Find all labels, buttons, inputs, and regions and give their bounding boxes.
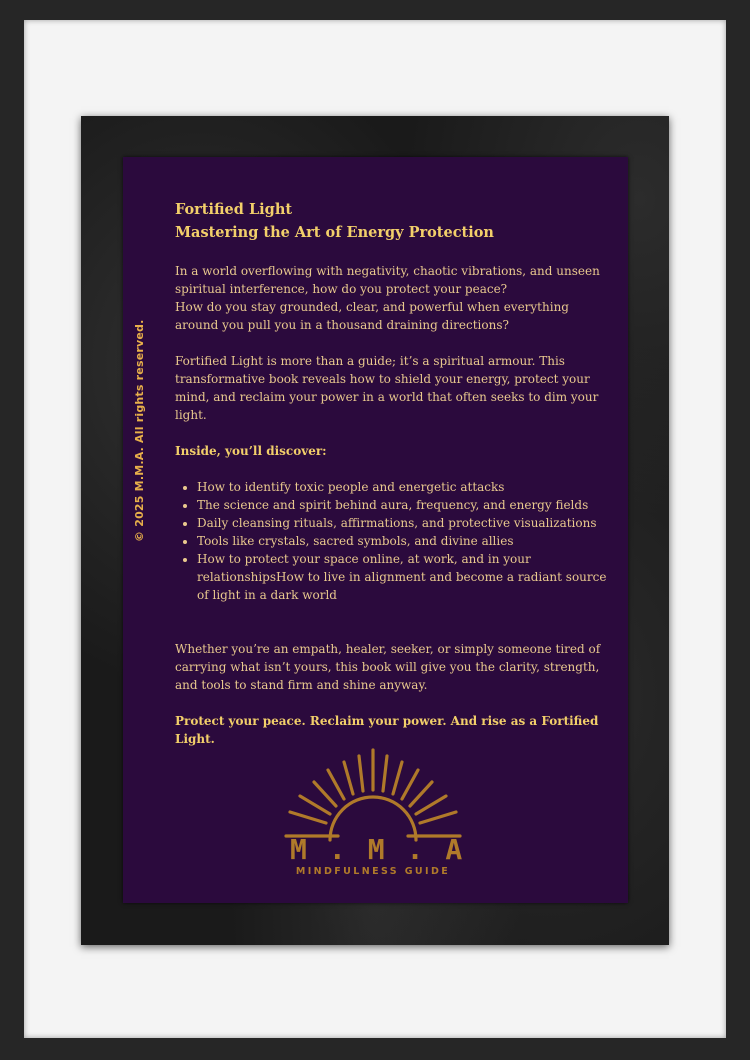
list-item: • The science and spirit behind aura, frequency, and energy fields [197, 496, 615, 514]
feature-list [175, 478, 615, 604]
list-item: • Tools like crystals, sacred symbols, and divine allies [197, 532, 615, 550]
cover-content [175, 198, 615, 766]
closing-paragraph: Whether you’re an empath, healer, seeker, or simply someone tired of carrying what isn’t yours, this book will give you the clarity, strength, and tools to stand firm and shine anyway. [175, 642, 601, 692]
discover-heading: Inside, you’ll discover: [175, 444, 327, 458]
logo-mark-text: M.M.A [290, 833, 485, 866]
intro-question-1: In a world overflowing with negativity, chaotic vibrations, and unseen spiritual interference, how do you protect your peace? [175, 264, 600, 296]
logo-subtitle: MINDFULNESS GUIDE [295, 866, 451, 877]
title-line-1: Fortified Light [175, 201, 293, 218]
intro-question-2: How do you stay grounded, clear, and powerful when everything around you pull you in a thousand draining directions? [175, 300, 569, 332]
book-title [175, 198, 615, 244]
list-item: • How to identify toxic people and energetic attacks [197, 478, 615, 496]
copyright-notice: © 2025 M.M.A. All rights reserved. [133, 319, 146, 542]
title-line-2: Mastering the Art of Energy Protection [175, 224, 494, 241]
list-item: • Daily cleansing rituals, affirmations, and protective visualizations [197, 514, 615, 532]
intro-paragraph [175, 262, 615, 334]
tagline: Protect your peace. Reclaim your power. And rise as a Fortified Light. [175, 714, 599, 746]
list-item: • How to protect your space online, at work, and in your relationshipsHow to live in alignment and become a radiant source of light in a dark world [197, 550, 615, 604]
description-paragraph: Fortified Light is more than a guide; it’s a spiritual armour. This transformative book reveals how to shield your energy, protect your mind, and reclaim your power in a world that often seeks to dim your light. [175, 354, 599, 422]
